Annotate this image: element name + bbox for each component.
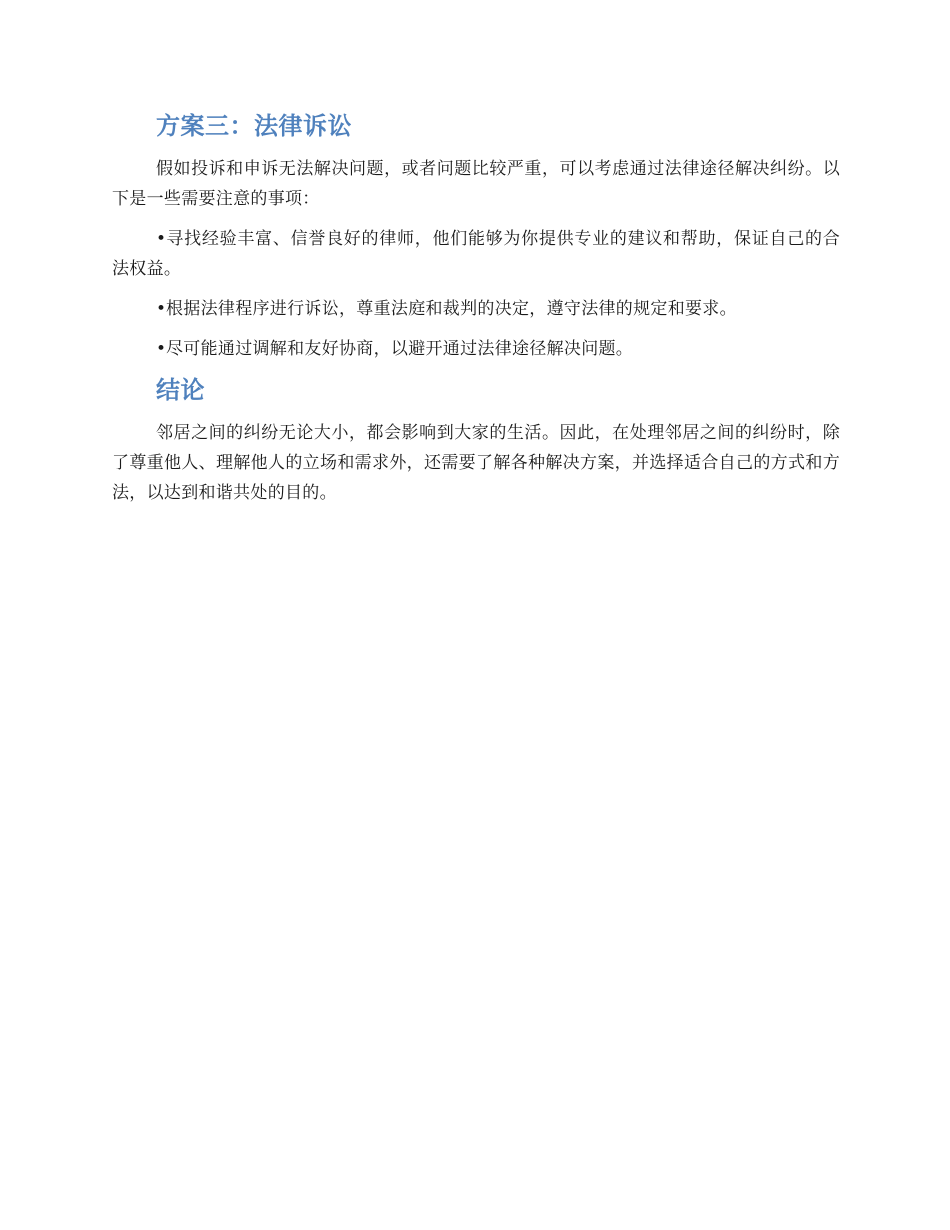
bullet-text: 寻找经验丰富、信誉良好的律师，他们能够为你提供专业的建议和帮助，保证自己的合法权益。 [112,229,840,279]
bullet-text: 尽可能通过调解和友好协商，以避开通过法律途径解决问题。 [166,339,634,359]
bullet-symbol: • [156,299,167,319]
bullet-symbol: • [156,339,167,359]
document-content [112,108,840,508]
bullet-symbol: • [156,229,167,249]
bullet-item [112,294,840,324]
section-heading-litigation: 方案三：法律诉讼 [156,112,352,140]
section-heading-conclusion: 结论 [156,376,205,404]
conclusion-paragraph: 邻居之间的纠纷无论大小，都会影响到大家的生活。因此，在处理邻居之间的纠纷时，除了尊重他人、理解他人的立场和需求外，还需要了解各种解决方案，并选择适合自己的方式和方法，以达到和谐共处的目的。 [112,423,840,503]
litigation-intro-paragraph: 假如投诉和申诉无法解决问题，或者问题比较严重，可以考虑通过法律途径解决纠纷。以下是一些需要注意的事项： [112,159,840,209]
bullet-item [112,334,840,364]
bullet-text: 根据法律程序进行诉讼，尊重法庭和裁判的决定，遵守法律的规定和要求。 [166,299,737,319]
bullet-item [112,224,840,284]
